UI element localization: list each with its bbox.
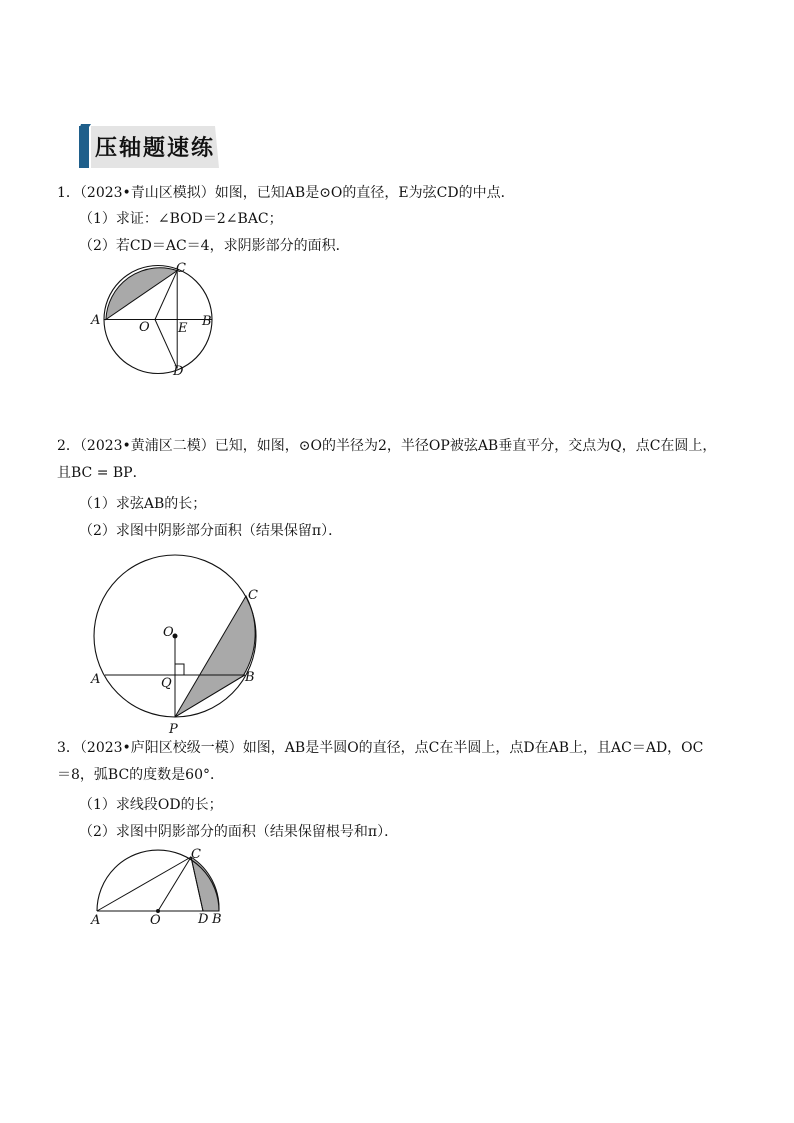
- question-2-figure: [86, 544, 266, 740]
- q1-label-C: C: [176, 261, 186, 276]
- q3-label-C: C: [191, 847, 201, 862]
- q2-label-Q: Q: [161, 676, 172, 691]
- question-1-stem: [57, 183, 515, 203]
- q3-shaded-region: [191, 857, 219, 911]
- question-2-text: （2023•黄浦区二模）已知，如图，⊙O的半径为2，半径OP被弦AB垂直平分，交点为Q，点C在圆上，: [79, 438, 717, 454]
- question-2-part-1: （1）求弦AB的长；: [79, 496, 207, 512]
- question-2-number: 2．: [57, 438, 80, 454]
- question-2-stem-continued: 且BC = BP．: [57, 465, 147, 481]
- q2-label-A: A: [91, 672, 101, 687]
- q1-label-B: B: [202, 314, 212, 329]
- question-2-stem: [57, 436, 716, 456]
- question-3-stem: [57, 738, 703, 758]
- q1-label-O: O: [139, 320, 150, 335]
- q2-label-O: O: [163, 625, 174, 640]
- section-banner: [79, 124, 219, 168]
- question-1-text: （2023•青山区模拟）如图，已知AB是⊙O的直径，E为弦CD的中点．: [79, 185, 515, 201]
- q2-label-C: C: [248, 588, 258, 603]
- question-1-part-2: （2）若CD＝AC＝4，求阴影部分的面积．: [79, 238, 350, 254]
- question-1-number: 1．: [57, 185, 80, 201]
- question-2-part-2: （2）求图中阴影部分面积（结果保留π）．: [79, 523, 343, 539]
- q3-label-A: A: [91, 913, 101, 928]
- question-3-text: （2023•庐阳区校级一模）如图，AB是半圆O的直径，点C在半圆上，点D在AB上，且AC＝AD，OC: [79, 740, 704, 756]
- q3-segment-AC: [97, 857, 191, 911]
- q1-label-D: D: [173, 364, 184, 379]
- banner-title: 压轴题速练: [95, 136, 216, 161]
- q3-segment-OC: [158, 857, 191, 911]
- question-3-number: 3．: [57, 740, 80, 756]
- question-3-figure: [86, 844, 236, 928]
- q1-label-A: A: [91, 313, 101, 328]
- question-3-stem-continued: ＝8，弧BC的度数是60°．: [57, 767, 224, 783]
- q3-label-B: B: [212, 912, 222, 927]
- q1-label-E: E: [178, 321, 188, 336]
- q3-label-D: D: [198, 912, 209, 927]
- q1-segment-OD: [155, 320, 177, 369]
- q2-label-P: P: [169, 722, 178, 737]
- q2-label-B: B: [245, 670, 255, 685]
- q2-right-angle-mark: [175, 664, 184, 675]
- q2-shaded-region: [175, 596, 255, 717]
- question-1-figure: [86, 258, 226, 380]
- question-3-part-1: （1）求线段OD的长；: [79, 797, 223, 813]
- q3-label-O: O: [150, 913, 161, 928]
- question-3-part-2: （2）求图中阴影部分的面积（结果保留根号和π）．: [79, 824, 399, 840]
- question-1-part-1: （1）求证：∠BOD＝2∠BAC；: [79, 211, 283, 227]
